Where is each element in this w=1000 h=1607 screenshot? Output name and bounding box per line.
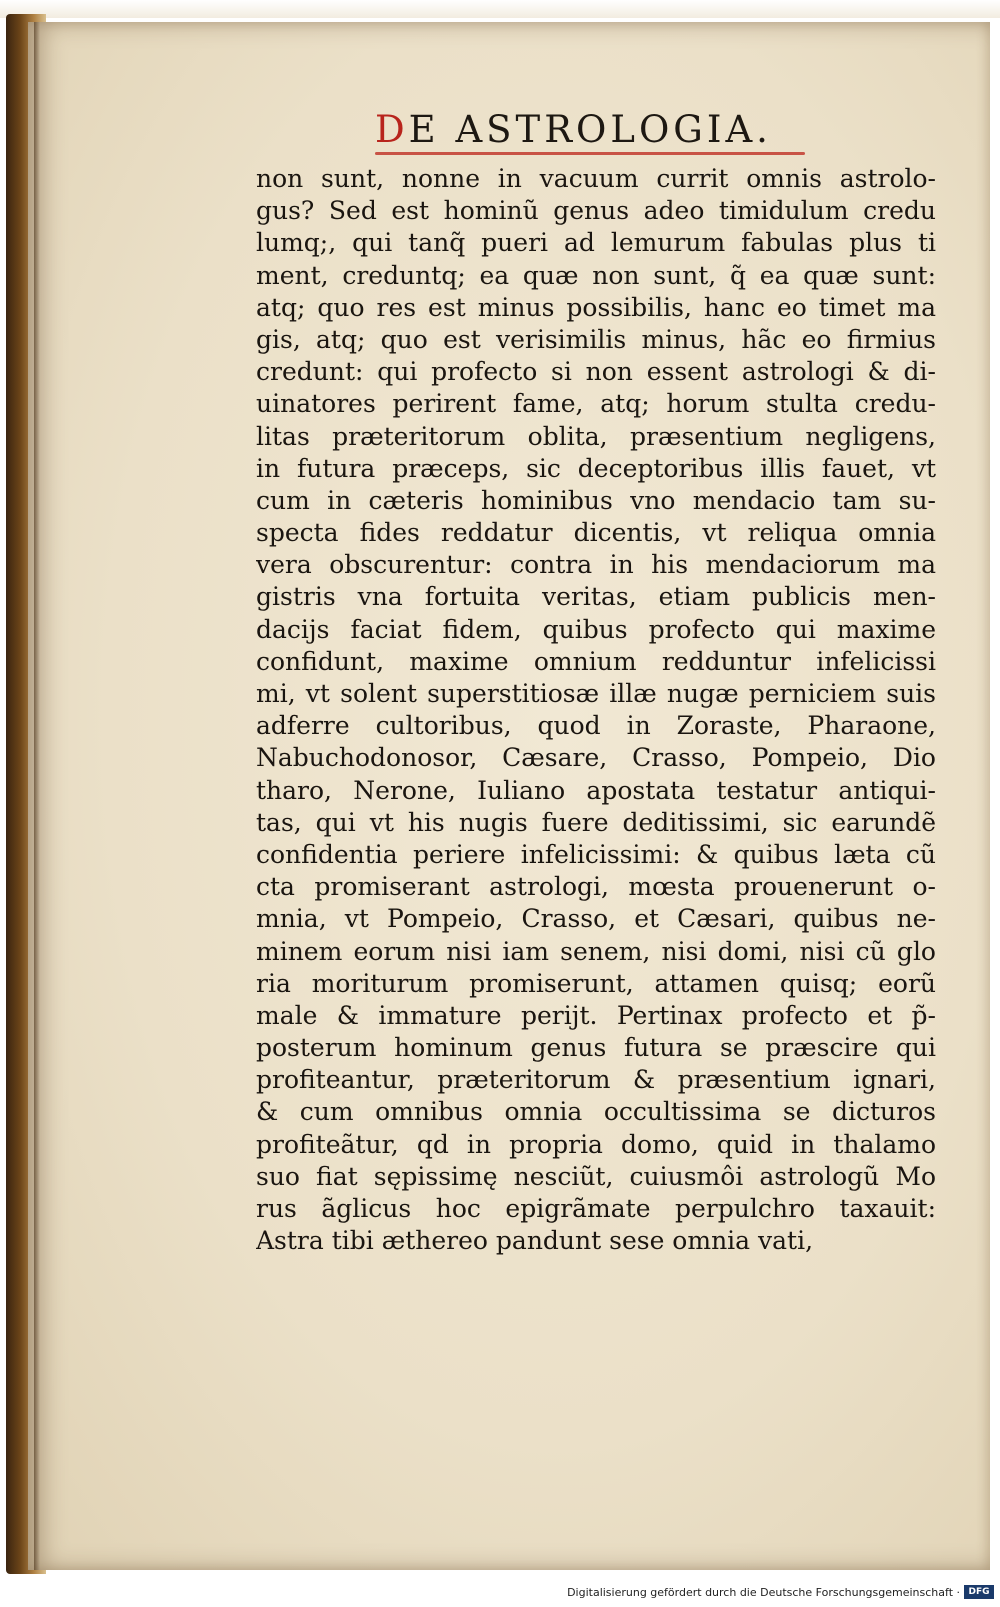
running-head-text: E ASTROLOGIA. bbox=[408, 108, 772, 151]
text-line: tas, qui vt his nugis fuere deditissimi, sic earundẽ bbox=[256, 807, 936, 837]
running-head-initial: D bbox=[375, 108, 409, 151]
text-line: minem eorum nisi iam senem, nisi domi, nisi cũ glo bbox=[256, 936, 936, 966]
text-line: litas præteritorum oblita, præsentium negligens, bbox=[256, 421, 936, 451]
text-line: gus? Sed est hominũ genus adeo timidulum credu bbox=[256, 196, 936, 226]
text-line: gis, atq; quo est verisimilis minus, hãc eo firmius bbox=[256, 324, 936, 354]
text-line: Astra tibi æthereo pandunt sese omnia vati, bbox=[256, 1226, 814, 1256]
text-line: uinatores perirent fame, atq; horum stulta credu- bbox=[256, 389, 936, 419]
text-line: specta fides reddatur dicentis, vt reliqua omnia bbox=[256, 518, 936, 548]
text-line: cta promiserant astrologi, mœsta prouenerunt o- bbox=[256, 872, 936, 902]
text-line: posterum hominum genus futura se præscire qui bbox=[256, 1033, 936, 1063]
top-band bbox=[0, 0, 1000, 18]
text-line: & cum omnibus omnia occultissima se dicturos bbox=[256, 1097, 936, 1127]
text-line: rus ãglicus hoc epigrãmate perpulchro taxauit: bbox=[256, 1194, 936, 1223]
text-line: Nabuchodonosor, Cæsare, Crasso, Pompeio, Dio bbox=[256, 743, 936, 773]
text-line: profiteantur, præteritorum & præsentium ignari, bbox=[256, 1065, 936, 1095]
text-line: non sunt, nonne in vacuum currit omnis astrolo- bbox=[256, 164, 936, 193]
text-line: lumq;, qui tanq̃ pueri ad lemurum fabulas plus ti bbox=[256, 228, 936, 258]
dfg-logo: DFG bbox=[964, 1585, 994, 1599]
text-line: mnia, vt Pompeio, Crasso, et Cæsari, quibus ne- bbox=[256, 904, 936, 934]
text-line: credunt: qui profecto si non essent astrologi & di- bbox=[256, 357, 936, 387]
text-line: vera obscurentur: contra in his mendaciorum ma bbox=[256, 550, 936, 580]
text-line: confidentia periere infelicissimi: & quibus læta cũ bbox=[256, 839, 936, 869]
digitization-credit: Digitalisierung gefördert durch die Deutsche Forschungsgemeinschaft · bbox=[567, 1586, 960, 1599]
text-line: adferre cultoribus, quod in Zoraste, Pharaone, bbox=[256, 711, 936, 741]
text-line: ria moriturum promiserunt, attamen quisq; eorũ bbox=[256, 968, 936, 998]
text-line: ment, creduntq; ea quæ non sunt, q̃ ea quæ sunt: bbox=[256, 260, 936, 290]
text-line: mi, vt solent superstitiosæ illæ nugæ perniciem suis bbox=[256, 679, 936, 708]
running-head-underline bbox=[375, 152, 805, 155]
text-line: confidunt, maxime omnium redduntur infelicissi bbox=[256, 646, 936, 676]
gutter-shadow bbox=[34, 22, 40, 1570]
text-block bbox=[256, 163, 936, 1257]
footer bbox=[0, 1580, 1000, 1607]
text-line: atq; quo res est minus possibilis, hanc eo timet ma bbox=[256, 292, 936, 322]
text-line: gistris vna fortuita veritas, etiam publicis men- bbox=[256, 582, 936, 612]
text-line: dacijs faciat fidem, quibus profecto qui maxime bbox=[256, 614, 936, 644]
text-line: cum in cæteris hominibus vno mendacio tam su- bbox=[256, 485, 936, 515]
text-line: tharo, Nerone, Iuliano apostata testatur antiqui- bbox=[256, 775, 936, 805]
text-line: in futura præceps, sic deceptoribus illis fauet, vt bbox=[256, 453, 936, 483]
text-line: male & immature perijt. Pertinax profecto et p̃- bbox=[256, 1000, 936, 1030]
text-line: profiteãtur, qd in propria domo, quid in thalamo bbox=[256, 1129, 936, 1159]
running-head bbox=[375, 108, 772, 151]
text-line: suo fiat sępissimę nesciũt, cuiusmôi astrologũ Mo bbox=[256, 1161, 936, 1191]
